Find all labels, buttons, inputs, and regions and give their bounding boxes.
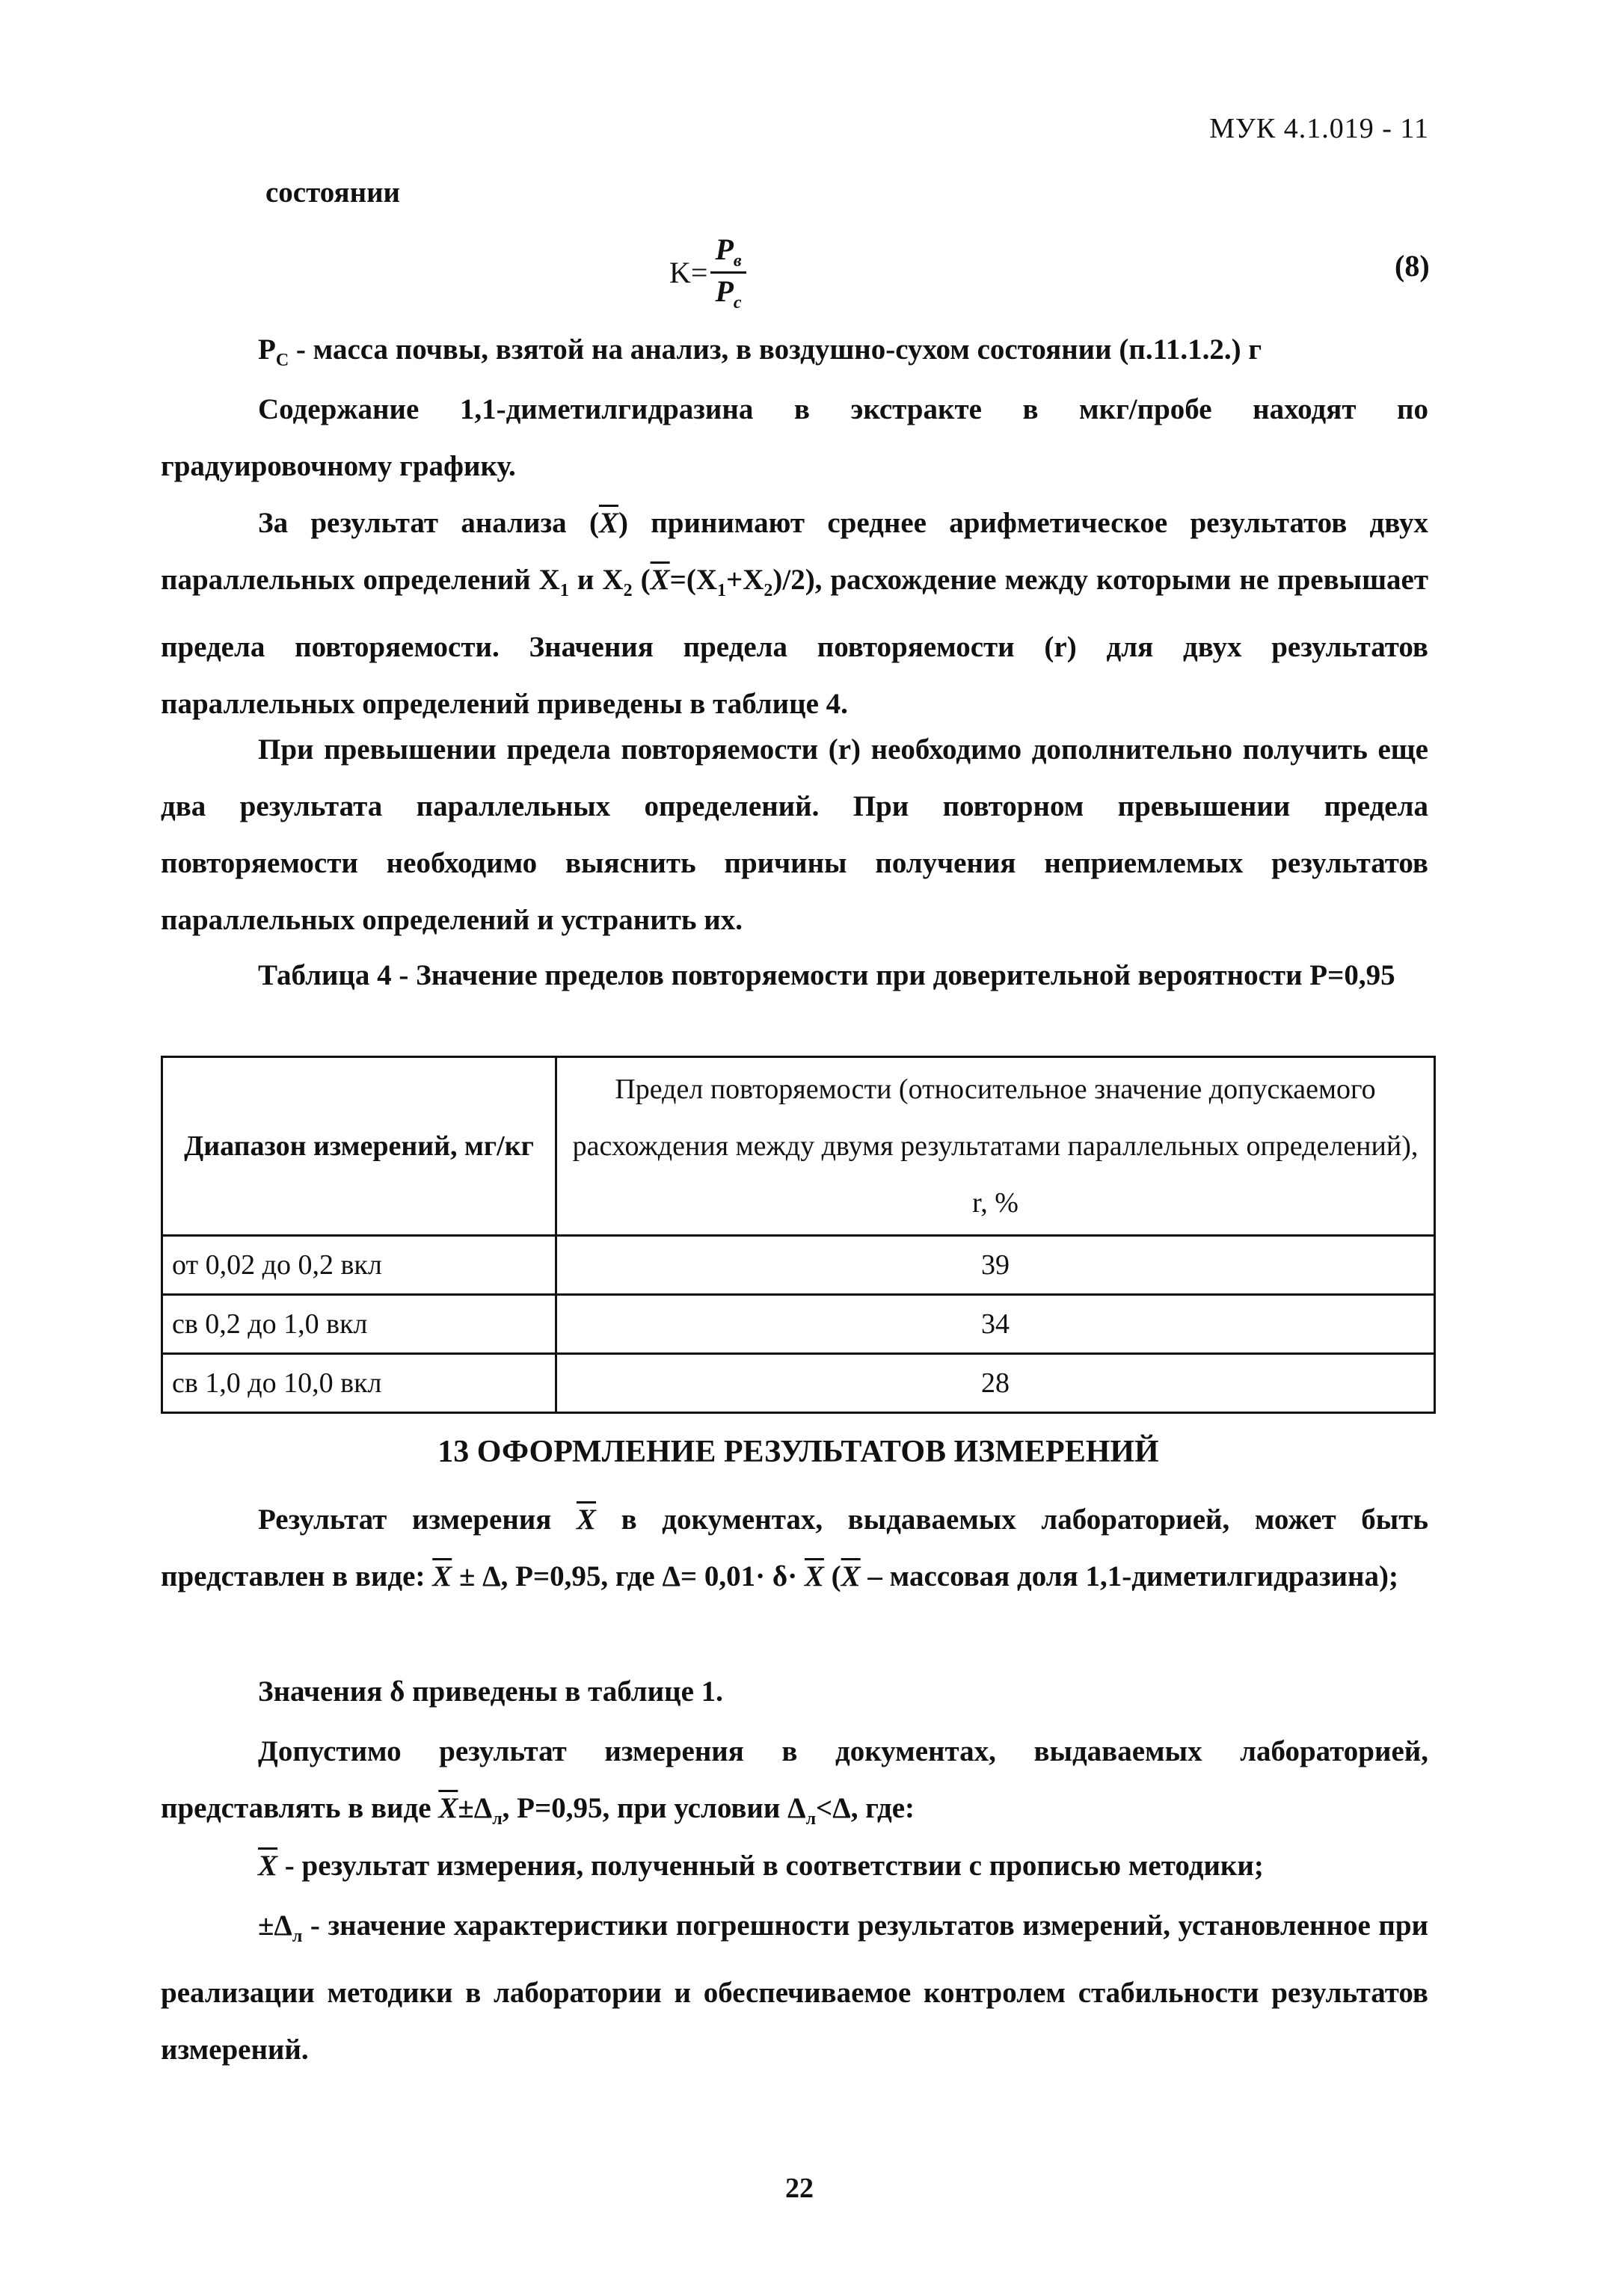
table-4-caption: Таблица 4 - Значение пределов повторяемости при доверительной вероятности P=0,95 <box>258 959 1395 991</box>
table-header-limit: Предел повторяемости (относительное значение допускаемого расхождения между двумя результатами параллельных определений), r, % <box>556 1057 1435 1236</box>
formula-lhs: K= <box>669 256 708 289</box>
section-13-paragraph-2: Значения δ приведены в таблице 1. <box>258 1675 723 1708</box>
paragraph-exceed: При превышении предела повторяемости (r) необходимо дополнительно получить еще два результата параллельных определений. При повторном превышении предела повторяемости необходимо выяснить причины получения неприемлемых результатов параллельных определений и устранить их. <box>161 733 1428 936</box>
section-13-paragraph-1: Результат измерения $\overline{X}$ в документах, выдаваемых лабораторией, может быть представлен в виде: $\overline{X} \pm \Delta$, P=0,95, где $\Delta= 0,01\cdot \delta\cdot \overline{X}$ ($\overline{X}$ – массовая доля 1,1-диметилгидразина); <box>161 1504 1428 1592</box>
table-cell-range: св 1,0 до 10,0 вкл <box>162 1354 556 1413</box>
table-cell-range: от 0,02 до 0,2 вкл <box>162 1236 556 1295</box>
section-13-heading: 13 ОФОРМЛЕНИЕ РЕЗУЛЬТАТОВ ИЗМЕРЕНИЙ <box>437 1435 1159 1469</box>
pc-definition: $P_C$ - масса почвы, взятой на анализ, в воздушно-сухом состоянии (п.11.1.2.) г <box>258 333 1262 370</box>
formula-numerator: $P_в$ <box>715 233 742 271</box>
equation-number: (8) <box>1395 249 1430 283</box>
table-header-range: Диапазон измерений, мг/кг <box>162 1057 556 1236</box>
definition-xbar: $\overline{X}$ - результат измерения, полученный в соответствии с прописью методики; <box>258 1850 1264 1882</box>
table-cell-value: 28 <box>556 1354 1435 1413</box>
table-cell-value: 34 <box>556 1295 1435 1354</box>
table-4 <box>161 1056 1436 1414</box>
table-cell-range: св 0,2 до 1,0 вкл <box>162 1295 556 1354</box>
table-cell-value: 39 <box>556 1236 1435 1295</box>
paragraph-content: Содержание 1,1-диметилгидразина в экстракте в мкг/пробе находят по градуировочному графику. <box>161 393 1428 482</box>
document-code: МУК 4.1.019 - 11 <box>1209 113 1429 144</box>
page-number: 22 <box>785 2173 814 2204</box>
table-row <box>162 1236 1435 1295</box>
paragraph-result: За результат анализа $(\overline{X})$ принимают среднее арифметическое результатов двух параллельных определений $X_1$ и $X_2$ $(\overline{X}=(X_1+X_2)/2)$, расхождение между которыми не превышает предела повторяемости. Значения предела повторяемости (r) для двух результатов параллельных определений приведены в таблице 4. <box>161 507 1429 720</box>
formula-fraction <box>710 232 746 313</box>
text-fragment: состоянии <box>265 176 401 209</box>
table-row <box>162 1354 1435 1413</box>
formula-8 <box>669 232 746 313</box>
section-13-paragraph-3: Допустимо результат измерения в документах, выдаваемых лабораторией, представлять в виде $\overline{X}\pm\Delta_л$, P=0,95, при условии $\Delta_л<\Delta$, где: <box>161 1735 1428 1829</box>
formula-denominator: $P_c$ <box>715 274 742 313</box>
table-row <box>162 1295 1435 1354</box>
table-header-row <box>162 1057 1435 1236</box>
definition-delta: $\pm\Delta_л$ - значение характеристики погрешности результатов измерений, установленное при реализации методики в лаборатории и обеспечиваемое контролем стабильности результатов измерений. <box>161 1909 1428 2066</box>
